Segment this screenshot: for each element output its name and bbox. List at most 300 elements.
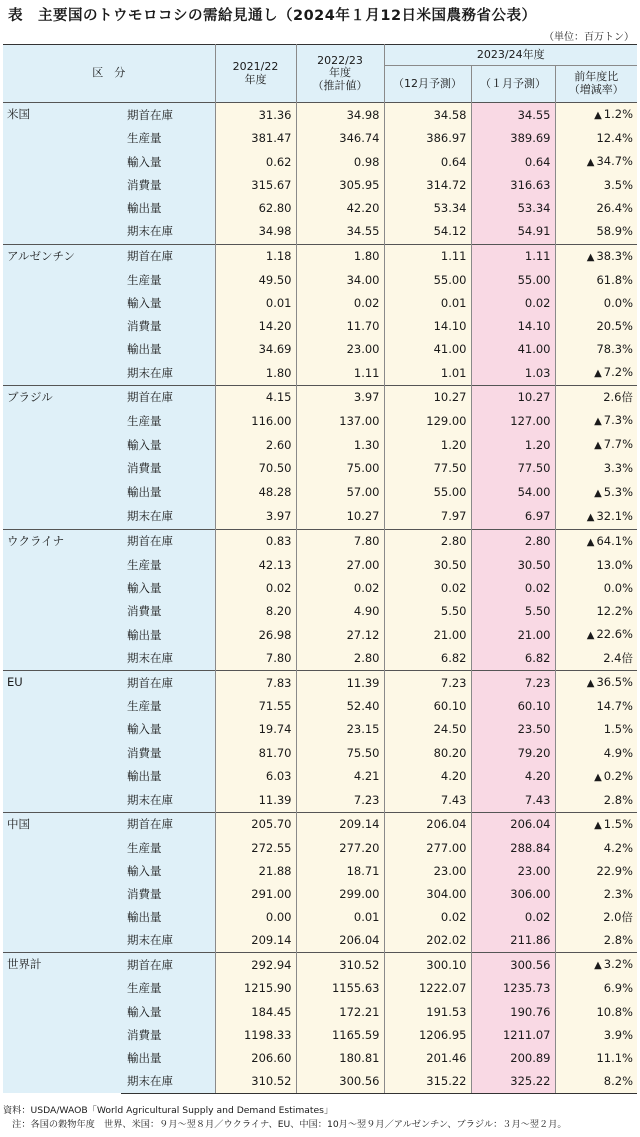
value-january-forecast: 55.00 (471, 269, 555, 292)
table-row (3, 244, 637, 269)
value-january-forecast: 200.89 (471, 1047, 555, 1070)
value-2021-22: 31.36 (215, 103, 296, 128)
value-change (555, 883, 637, 906)
decrease-triangle-icon: ▲ (586, 251, 595, 263)
value-december-forecast: 60.10 (384, 695, 471, 718)
change-value: 22.6% (596, 627, 633, 642)
value-2022-23: 11.39 (296, 671, 384, 696)
value-january-forecast: 5.50 (471, 600, 555, 623)
value-december-forecast: 300.10 (384, 953, 471, 978)
change-value: 10.8% (596, 1004, 633, 1019)
value-january-forecast: 206.04 (471, 812, 555, 837)
item-label: 輸出量 (121, 906, 215, 929)
supply-demand-table (3, 44, 637, 1094)
value-january-forecast: 6.97 (471, 505, 555, 530)
value-december-forecast: 1.01 (384, 361, 471, 386)
change-value: 2.8% (603, 933, 633, 948)
value-january-forecast: 30.50 (471, 554, 555, 577)
change-value: 22.9% (596, 864, 633, 878)
item-label: 期首在庫 (121, 103, 215, 128)
change-value: 38.3% (596, 248, 633, 263)
change-value: 7.2% (603, 365, 633, 380)
value-january-forecast: 1.20 (471, 433, 555, 457)
value-january-forecast: 0.64 (471, 150, 555, 174)
value-2021-22: 209.14 (215, 929, 296, 953)
item-label: 輸入量 (121, 860, 215, 883)
item-label: 消費量 (121, 600, 215, 623)
header-col-change: 前年度比 （増減率） (555, 66, 637, 103)
value-change (555, 906, 637, 929)
change-value: 32.1% (596, 508, 633, 523)
value-2021-22: 0.83 (215, 529, 296, 554)
value-december-forecast: 304.00 (384, 883, 471, 906)
value-change (555, 529, 637, 554)
value-december-forecast: 1206.95 (384, 1024, 471, 1047)
value-2022-23: 23.15 (296, 718, 384, 741)
change-value: 1.5% (603, 816, 633, 831)
value-2021-22: 0.02 (215, 577, 296, 600)
value-december-forecast: 55.00 (384, 269, 471, 292)
value-change (555, 269, 637, 292)
value-2022-23: 34.55 (296, 220, 384, 244)
change-value: 12.2% (596, 603, 633, 618)
country-label: アルゼンチン (3, 244, 121, 386)
country-label: 世界計 (3, 953, 121, 1094)
value-2021-22: 272.55 (215, 837, 296, 860)
value-2021-22: 2.60 (215, 433, 296, 457)
value-december-forecast: 314.72 (384, 174, 471, 197)
value-january-forecast: 127.00 (471, 409, 555, 433)
country-label: ブラジル (3, 386, 121, 530)
value-january-forecast: 4.20 (471, 765, 555, 789)
value-2022-23: 180.81 (296, 1047, 384, 1070)
value-december-forecast: 0.02 (384, 906, 471, 929)
change-value: 7.7% (603, 437, 633, 452)
value-2021-22: 0.00 (215, 906, 296, 929)
value-2022-23: 1.80 (296, 244, 384, 269)
value-january-forecast: 34.55 (471, 103, 555, 128)
item-label: 期末在庫 (121, 789, 215, 813)
value-december-forecast: 24.50 (384, 718, 471, 741)
value-january-forecast: 306.00 (471, 883, 555, 906)
table-row (3, 529, 637, 554)
value-2021-22: 3.97 (215, 505, 296, 530)
table-row (3, 386, 637, 410)
value-january-forecast: 6.82 (471, 647, 555, 671)
value-january-forecast: 41.00 (471, 338, 555, 361)
value-2021-22: 0.01 (215, 292, 296, 315)
value-january-forecast: 54.91 (471, 220, 555, 244)
value-change (555, 103, 637, 128)
item-label: 生産量 (121, 127, 215, 150)
change-value: 1.5% (603, 722, 633, 737)
fiscal-year-note: 注：各国の穀物年度 世界、米国：９月～翌８月／ウクライナ、EU、中国：10月～翌９月／アルゼンチン、ブラジル：３月～翌２月。 (3, 1119, 567, 1130)
value-december-forecast: 10.27 (384, 386, 471, 410)
source-note: 資料：USDA/WAOB「World Agricultural Supply and Demand Estimates」 (3, 1105, 334, 1116)
value-change (555, 1001, 637, 1024)
item-label: 輸出量 (121, 765, 215, 789)
decrease-triangle-icon: ▲ (586, 157, 595, 169)
item-label: 消費量 (121, 315, 215, 338)
item-label: 消費量 (121, 742, 215, 765)
value-january-forecast: 325.22 (471, 1070, 555, 1094)
value-2022-23: 277.20 (296, 837, 384, 860)
change-value: 3.3% (603, 461, 633, 476)
value-december-forecast: 0.01 (384, 292, 471, 315)
value-december-forecast: 41.00 (384, 338, 471, 361)
value-2021-22: 48.28 (215, 481, 296, 505)
change-value: 2.6倍 (603, 390, 633, 405)
value-change (555, 977, 637, 1000)
value-december-forecast: 30.50 (384, 554, 471, 577)
value-2021-22: 205.70 (215, 812, 296, 837)
decrease-triangle-icon: ▲ (594, 960, 602, 972)
item-label: 消費量 (121, 1024, 215, 1047)
value-december-forecast: 386.97 (384, 127, 471, 150)
item-label: 消費量 (121, 174, 215, 197)
change-value: 11.1% (596, 1050, 633, 1065)
value-change (555, 929, 637, 953)
value-december-forecast: 21.00 (384, 623, 471, 647)
value-2021-22: 81.70 (215, 742, 296, 765)
value-2021-22: 62.80 (215, 197, 296, 220)
value-change (555, 837, 637, 860)
value-2022-23: 27.00 (296, 554, 384, 577)
value-december-forecast: 0.64 (384, 150, 471, 174)
header-group-2023-24: 2023/24年度 (384, 45, 637, 66)
value-december-forecast: 53.34 (384, 197, 471, 220)
value-january-forecast: 211.86 (471, 929, 555, 953)
decrease-triangle-icon: ▲ (594, 110, 602, 121)
value-2022-23: 10.27 (296, 505, 384, 530)
value-2022-23: 75.50 (296, 742, 384, 765)
value-january-forecast: 23.50 (471, 718, 555, 741)
value-january-forecast: 0.02 (471, 292, 555, 315)
value-2022-23: 57.00 (296, 481, 384, 505)
decrease-triangle-icon: ▲ (586, 630, 595, 642)
item-label: 輸入量 (121, 1001, 215, 1024)
value-january-forecast: 300.56 (471, 953, 555, 978)
value-2022-23: 7.23 (296, 789, 384, 813)
value-2022-23: 137.00 (296, 409, 384, 433)
change-value: 78.3% (596, 341, 633, 356)
value-change (555, 150, 637, 174)
table-body (3, 103, 637, 1094)
value-december-forecast: 80.20 (384, 742, 471, 765)
value-2021-22: 381.47 (215, 127, 296, 150)
value-2022-23: 300.56 (296, 1070, 384, 1094)
value-2022-23: 4.90 (296, 600, 384, 623)
value-change (555, 647, 637, 671)
item-label: 期末在庫 (121, 1070, 215, 1094)
value-2022-23: 11.70 (296, 315, 384, 338)
value-2021-22: 42.13 (215, 554, 296, 577)
value-2022-23: 18.71 (296, 860, 384, 883)
item-label: 期首在庫 (121, 244, 215, 269)
item-label: 輸入量 (121, 577, 215, 600)
change-value: 3.9% (603, 1027, 633, 1042)
value-2021-22: 1198.33 (215, 1024, 296, 1047)
change-value: 61.8% (596, 272, 633, 287)
item-label: 輸入量 (121, 292, 215, 315)
item-label: 期首在庫 (121, 529, 215, 554)
value-2022-23: 346.74 (296, 127, 384, 150)
value-2022-23: 1.11 (296, 361, 384, 386)
value-january-forecast: 10.27 (471, 386, 555, 410)
change-value: 13.0% (596, 557, 633, 572)
value-december-forecast: 4.20 (384, 765, 471, 789)
country-label: 米国 (3, 103, 121, 245)
value-january-forecast: 79.20 (471, 742, 555, 765)
value-2021-22: 7.83 (215, 671, 296, 696)
value-december-forecast: 77.50 (384, 457, 471, 480)
value-change (555, 554, 637, 577)
value-change (555, 765, 637, 789)
value-january-forecast: 1211.07 (471, 1024, 555, 1047)
value-december-forecast: 5.50 (384, 600, 471, 623)
value-change (555, 695, 637, 718)
value-2022-23: 0.02 (296, 292, 384, 315)
value-2022-23: 172.21 (296, 1001, 384, 1024)
value-change (555, 505, 637, 530)
item-label: 輸入量 (121, 150, 215, 174)
value-2022-23: 0.98 (296, 150, 384, 174)
value-december-forecast: 23.00 (384, 860, 471, 883)
decrease-triangle-icon: ▲ (594, 416, 602, 428)
value-2021-22: 7.80 (215, 647, 296, 671)
item-label: 生産量 (121, 977, 215, 1000)
change-value: 12.4% (596, 131, 633, 146)
value-change (555, 338, 637, 361)
value-january-forecast: 77.50 (471, 457, 555, 480)
value-january-forecast: 288.84 (471, 837, 555, 860)
value-january-forecast: 0.02 (471, 906, 555, 929)
change-value: 2.0倍 (603, 910, 633, 925)
value-change (555, 481, 637, 505)
value-change (555, 409, 637, 433)
value-2022-23: 34.98 (296, 103, 384, 128)
value-change (555, 623, 637, 647)
value-2021-22: 1.80 (215, 361, 296, 386)
change-value: 7.3% (603, 413, 633, 428)
item-label: 期首在庫 (121, 953, 215, 978)
change-value: 5.3% (603, 484, 633, 499)
value-2022-23: 27.12 (296, 623, 384, 647)
value-change (555, 361, 637, 386)
value-january-forecast: 1.11 (471, 244, 555, 269)
value-2021-22: 4.15 (215, 386, 296, 410)
change-value: 6.9% (603, 981, 633, 996)
item-label: 輸入量 (121, 433, 215, 457)
change-value: 2.8% (603, 792, 633, 807)
value-change (555, 1024, 637, 1047)
value-december-forecast: 34.58 (384, 103, 471, 128)
value-2022-23: 1.30 (296, 433, 384, 457)
decrease-triangle-icon: ▲ (586, 678, 595, 690)
value-change (555, 292, 637, 315)
value-change (555, 433, 637, 457)
change-value: 3.2% (603, 957, 633, 972)
decrease-triangle-icon: ▲ (594, 440, 602, 452)
value-change (555, 742, 637, 765)
item-label: 輸出量 (121, 481, 215, 505)
header-col-december-forecast: （12月予測） (384, 66, 471, 103)
change-value: 26.4% (596, 201, 633, 216)
change-value: 4.2% (603, 840, 633, 855)
value-january-forecast: 60.10 (471, 695, 555, 718)
value-december-forecast: 6.82 (384, 647, 471, 671)
value-change (555, 812, 637, 837)
value-january-forecast: 7.43 (471, 789, 555, 813)
value-december-forecast: 14.10 (384, 315, 471, 338)
item-label: 生産量 (121, 409, 215, 433)
value-2021-22: 8.20 (215, 600, 296, 623)
change-value: 0.2% (603, 768, 633, 783)
value-january-forecast: 23.00 (471, 860, 555, 883)
change-value: 3.5% (603, 178, 633, 193)
change-value: 36.5% (596, 675, 633, 690)
value-january-forecast: 7.23 (471, 671, 555, 696)
item-label: 輸出量 (121, 623, 215, 647)
change-value: 0.0% (603, 580, 633, 595)
change-value: 58.9% (596, 224, 633, 239)
value-2021-22: 184.45 (215, 1001, 296, 1024)
value-2022-23: 52.40 (296, 695, 384, 718)
country-label: ウクライナ (3, 529, 121, 671)
change-value: 0.0% (603, 295, 633, 310)
item-label: 期末在庫 (121, 647, 215, 671)
change-value: 14.7% (596, 699, 633, 714)
value-2021-22: 14.20 (215, 315, 296, 338)
country-label: EU (3, 671, 121, 813)
value-2022-23: 305.95 (296, 174, 384, 197)
value-december-forecast: 191.53 (384, 1001, 471, 1024)
value-january-forecast: 14.10 (471, 315, 555, 338)
value-december-forecast: 206.04 (384, 812, 471, 837)
value-january-forecast: 21.00 (471, 623, 555, 647)
item-label: 期首在庫 (121, 812, 215, 837)
item-label: 輸出量 (121, 197, 215, 220)
item-label: 消費量 (121, 457, 215, 480)
item-label: 生産量 (121, 269, 215, 292)
value-2021-22: 49.50 (215, 269, 296, 292)
value-january-forecast: 1.03 (471, 361, 555, 386)
value-december-forecast: 1.20 (384, 433, 471, 457)
value-change (555, 577, 637, 600)
value-december-forecast: 54.12 (384, 220, 471, 244)
change-value: 20.5% (596, 318, 633, 333)
item-label: 生産量 (121, 837, 215, 860)
notes (3, 1104, 567, 1132)
decrease-triangle-icon: ▲ (594, 368, 602, 380)
item-label: 期首在庫 (121, 671, 215, 696)
table-row (3, 812, 637, 837)
item-label: 期首在庫 (121, 386, 215, 410)
value-december-forecast: 202.02 (384, 929, 471, 953)
value-december-forecast: 1.11 (384, 244, 471, 269)
value-change (555, 600, 637, 623)
value-change (555, 1047, 637, 1070)
value-2021-22: 70.50 (215, 457, 296, 480)
value-2021-22: 34.98 (215, 220, 296, 244)
value-january-forecast: 54.00 (471, 481, 555, 505)
change-value: 2.3% (603, 887, 633, 902)
value-2021-22: 206.60 (215, 1047, 296, 1070)
value-2021-22: 11.39 (215, 789, 296, 813)
value-2021-22: 1.18 (215, 244, 296, 269)
value-change (555, 220, 637, 244)
value-2022-23: 42.20 (296, 197, 384, 220)
decrease-triangle-icon: ▲ (594, 819, 602, 831)
header-col-january-forecast: （１月予測） (471, 66, 555, 103)
item-label: 期末在庫 (121, 929, 215, 953)
decrease-triangle-icon: ▲ (586, 511, 595, 523)
value-2021-22: 21.88 (215, 860, 296, 883)
value-december-forecast: 0.02 (384, 577, 471, 600)
value-2022-23: 4.21 (296, 765, 384, 789)
decrease-triangle-icon: ▲ (594, 487, 602, 499)
value-change (555, 197, 637, 220)
value-2021-22: 0.62 (215, 150, 296, 174)
value-change (555, 671, 637, 696)
item-label: 輸出量 (121, 1047, 215, 1070)
change-value: 8.2% (603, 1073, 633, 1088)
value-change (555, 860, 637, 883)
table-row (3, 671, 637, 696)
header-category: 区 分 (3, 45, 215, 103)
value-january-forecast: 389.69 (471, 127, 555, 150)
change-value: 64.1% (596, 533, 633, 548)
value-2021-22: 310.52 (215, 1070, 296, 1094)
value-2022-23: 0.02 (296, 577, 384, 600)
value-2021-22: 291.00 (215, 883, 296, 906)
value-2022-23: 1165.59 (296, 1024, 384, 1047)
change-value: 1.2% (603, 107, 633, 121)
change-value: 4.9% (603, 745, 633, 760)
item-label: 輸出量 (121, 338, 215, 361)
value-change (555, 953, 637, 978)
item-label: 期末在庫 (121, 505, 215, 530)
value-january-forecast: 1235.73 (471, 977, 555, 1000)
value-change (555, 1070, 637, 1094)
value-2022-23: 75.00 (296, 457, 384, 480)
decrease-triangle-icon: ▲ (586, 536, 595, 548)
value-2022-23: 299.00 (296, 883, 384, 906)
value-2021-22: 34.69 (215, 338, 296, 361)
value-2022-23: 310.52 (296, 953, 384, 978)
value-december-forecast: 201.46 (384, 1047, 471, 1070)
item-label: 期末在庫 (121, 220, 215, 244)
value-2022-23: 209.14 (296, 812, 384, 837)
value-december-forecast: 1222.07 (384, 977, 471, 1000)
item-label: 生産量 (121, 554, 215, 577)
item-label: 生産量 (121, 695, 215, 718)
value-2021-22: 26.98 (215, 623, 296, 647)
value-january-forecast: 190.76 (471, 1001, 555, 1024)
header-col-2022-23: 2022/23 年度 （推計値） (296, 45, 384, 103)
decrease-triangle-icon: ▲ (594, 771, 602, 783)
table-row (3, 953, 637, 978)
value-change (555, 174, 637, 197)
value-2022-23: 23.00 (296, 338, 384, 361)
value-january-forecast: 53.34 (471, 197, 555, 220)
value-december-forecast: 2.80 (384, 529, 471, 554)
value-2022-23: 7.80 (296, 529, 384, 554)
value-change (555, 127, 637, 150)
item-label: 消費量 (121, 883, 215, 906)
value-2021-22: 19.74 (215, 718, 296, 741)
value-2022-23: 1155.63 (296, 977, 384, 1000)
